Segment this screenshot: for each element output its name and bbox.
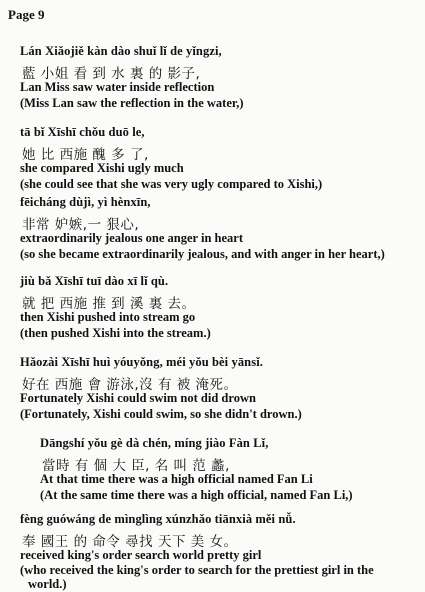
gloss-line: Fortunately Xishi could swim not did drown bbox=[20, 391, 256, 405]
translation-line: (so she became extraordinarily jealous, and with anger in her heart,) bbox=[20, 247, 385, 261]
page-number: Page 9 bbox=[8, 7, 45, 22]
translation-line: (she could see that she was very ugly compared to Xishi,) bbox=[20, 177, 323, 191]
chinese-line: 奉 國王 的 命令 尋找 天下 美 女。 bbox=[22, 534, 238, 550]
pinyin-line: fēicháng dùjì, yì hènxīn, bbox=[20, 195, 151, 209]
translation-line: (who received the king's order to search for the prettiest girl in the bbox=[20, 563, 374, 577]
translation-line-continued: world.) bbox=[28, 577, 67, 591]
pinyin-line: Lán Xiǎojiě kàn dào shuǐ lǐ de yǐngzi, bbox=[20, 44, 222, 58]
pinyin-line: Dāngshí yǒu gè dà chén, míng jiào Fàn Lǐ, bbox=[40, 436, 269, 450]
translation-line: (then pushed Xishi into the stream.) bbox=[20, 326, 211, 340]
chinese-line: 好在 西施 會 游泳,沒 有 被 淹死。 bbox=[22, 377, 238, 393]
gloss-line: she compared Xishi ugly much bbox=[20, 161, 184, 175]
chinese-line: 她 比 西施 醜 多 了, bbox=[22, 147, 149, 163]
translation-line: (Fortunately, Xishi could swim, so she didn't drown.) bbox=[20, 407, 302, 421]
pinyin-line: Hǎozài Xīshī huì yóuyǒng, méi yǒu bèi yānsǐ. bbox=[20, 355, 263, 369]
gloss-line: received king's order search world pretty girl bbox=[20, 548, 262, 562]
translation-line: (At the same time there was a high official, named Fan Li,) bbox=[40, 488, 353, 502]
chinese-line: 藍 小姐 看 到 水 裏 的 影子, bbox=[22, 66, 201, 82]
chinese-line: 非常 妒嫉,一 狠心, bbox=[22, 217, 140, 233]
pinyin-line: tā bǐ Xīshī chǒu duō le, bbox=[20, 125, 145, 139]
chinese-line: 就 把 西施 推 到 溪 裏 去。 bbox=[22, 296, 196, 312]
gloss-line: At that time there was a high official named Fan Li bbox=[40, 472, 313, 486]
pinyin-line: jiù bǎ Xīshī tuī dào xī lǐ qù. bbox=[20, 274, 169, 288]
pinyin-line: fèng guówáng de mìnglìng xúnzhǎo tiānxià měi nǚ. bbox=[20, 512, 296, 526]
chinese-line: 當時 有 個 大 臣, 名 叫 范 蠡, bbox=[42, 458, 230, 474]
gloss-line: then Xishi pushed into stream go bbox=[20, 310, 196, 324]
translation-line: (Miss Lan saw the reflection in the water,) bbox=[20, 96, 244, 110]
gloss-line: extraordinarily jealous one anger in heart bbox=[20, 231, 244, 245]
gloss-line: Lan Miss saw water inside reflection bbox=[20, 80, 215, 94]
